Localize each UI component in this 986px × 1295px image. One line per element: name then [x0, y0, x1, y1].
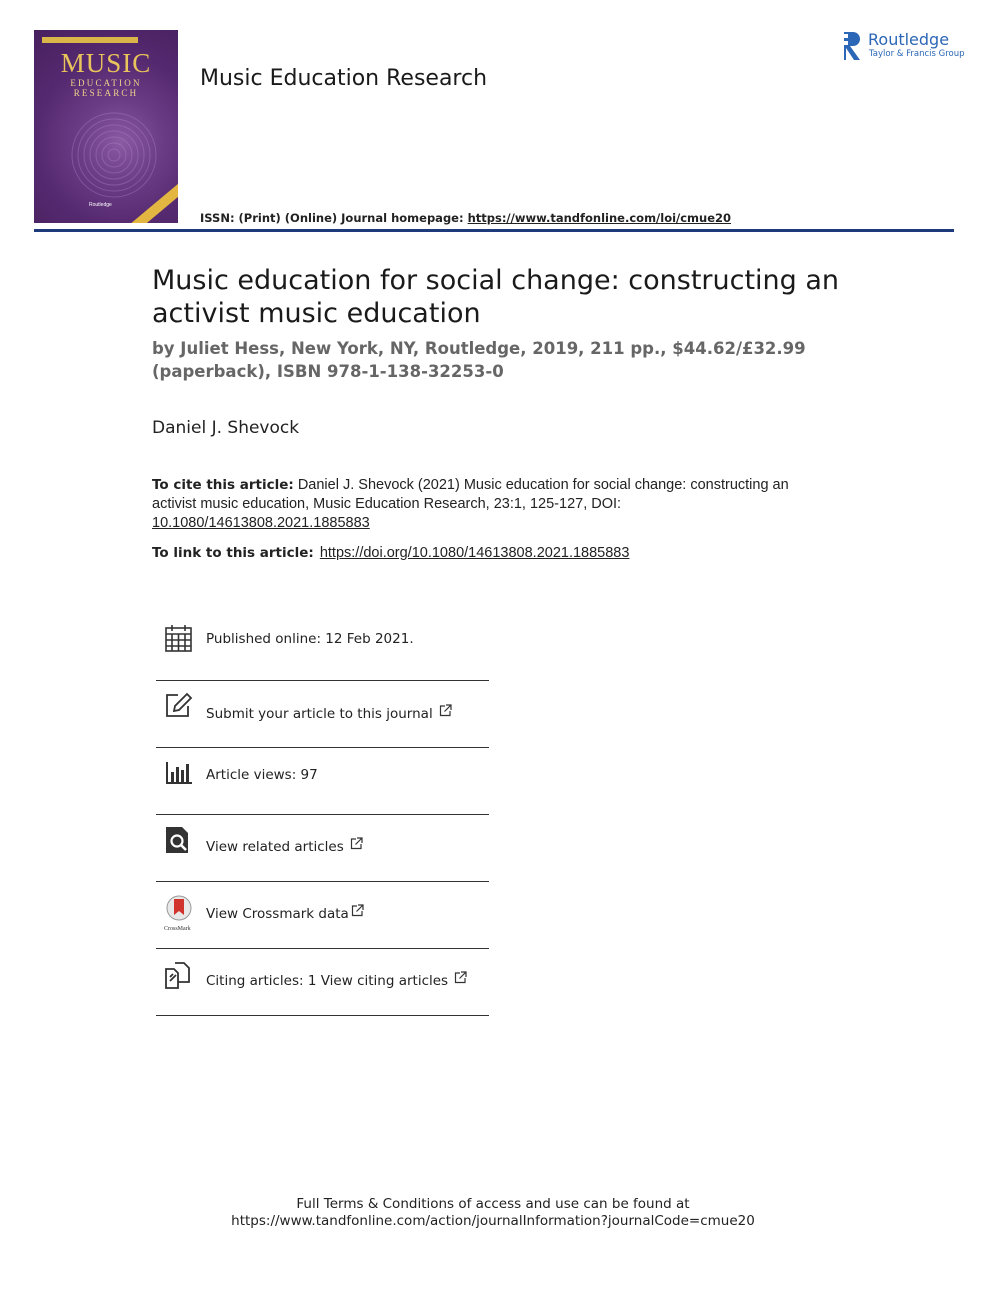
article-views: Article views: 97: [206, 767, 318, 783]
journal-cover: [34, 30, 178, 223]
citation-text: Daniel J. Shevock (2021) Music education for social change: constructing an activist music education, Music Education Research, 23:1, 125-127, DOI:: [152, 477, 789, 512]
article-link-label: To link to this article:: [152, 545, 314, 561]
citation-label: To cite this article:: [152, 477, 294, 493]
external-link-icon: [454, 971, 467, 984]
external-link-icon: [350, 837, 363, 850]
external-link-icon: [351, 904, 364, 917]
citation-block: [152, 476, 792, 533]
cover-title-education: EDUCATION: [70, 78, 142, 88]
views-row: [156, 748, 489, 815]
published-row: [156, 605, 489, 681]
search-document-icon: [164, 825, 194, 855]
related-articles-link[interactable]: View related articles: [206, 839, 344, 855]
crossmark-link[interactable]: View Crossmark data: [206, 906, 349, 922]
citation-doi-link[interactable]: 10.1080/14613808.2021.1885883: [152, 515, 370, 531]
article-author: Daniel J. Shevock: [152, 418, 300, 438]
citing-documents-icon: [164, 961, 194, 991]
journal-homepage-link[interactable]: https://www.tandfonline.com/loi/cmue20: [467, 211, 732, 225]
cover-title-research: RESEARCH: [73, 88, 139, 98]
crossmark-icon: [164, 894, 194, 924]
article-title: Music education for social change: constructing an activist music education: [152, 265, 840, 329]
article-doi-url[interactable]: https://doi.org/10.1080/14613808.2021.1885883: [319, 545, 630, 561]
issn-line: [200, 211, 731, 225]
published-date: Published online: 12 Feb 2021.: [206, 631, 414, 647]
crossmark-logo-text: CrossMark: [164, 926, 191, 932]
article-subtitle: by Juliet Hess, New York, NY, Routledge, 2019, 211 pp., $44.62/£32.99 (paperback), ISBN 978-1-138-32253-0: [152, 339, 806, 381]
article-info-list: [156, 605, 489, 1016]
cover-title-music: MUSIC: [60, 48, 152, 78]
routledge-logo-icon: [842, 30, 864, 62]
issn-label: ISSN: (Print) (Online) Journal homepage:: [200, 211, 468, 225]
submit-article-link[interactable]: Submit your article to this journal: [206, 706, 433, 722]
external-link-icon: [439, 704, 452, 717]
edit-icon: [164, 691, 194, 721]
submit-row[interactable]: [156, 681, 489, 748]
footer: [0, 1196, 986, 1230]
crossmark-row[interactable]: [156, 882, 489, 949]
header-divider: [34, 229, 954, 232]
calendar-icon: [164, 623, 194, 653]
publisher-subtitle: Taylor & Francis Group: [869, 49, 965, 59]
journal-title[interactable]: Music Education Research: [200, 66, 488, 91]
footer-terms-text: Full Terms & Conditions of access and use can be found at: [296, 1196, 690, 1212]
citing-row[interactable]: [156, 949, 489, 1016]
citing-articles-link[interactable]: Citing articles: 1 View citing articles: [206, 973, 449, 989]
cover-top-band: [42, 37, 138, 43]
cover-ripple-graphic: [64, 110, 164, 210]
article-link-line: [152, 545, 629, 561]
footer-terms-url[interactable]: https://www.tandfonline.com/action/journalInformation?journalCode=cmue20: [231, 1213, 755, 1229]
cover-publisher-mark: Routledge: [89, 202, 112, 208]
publisher-name: Routledge: [868, 30, 950, 49]
related-row[interactable]: [156, 815, 489, 882]
bar-chart-icon: [164, 758, 194, 788]
